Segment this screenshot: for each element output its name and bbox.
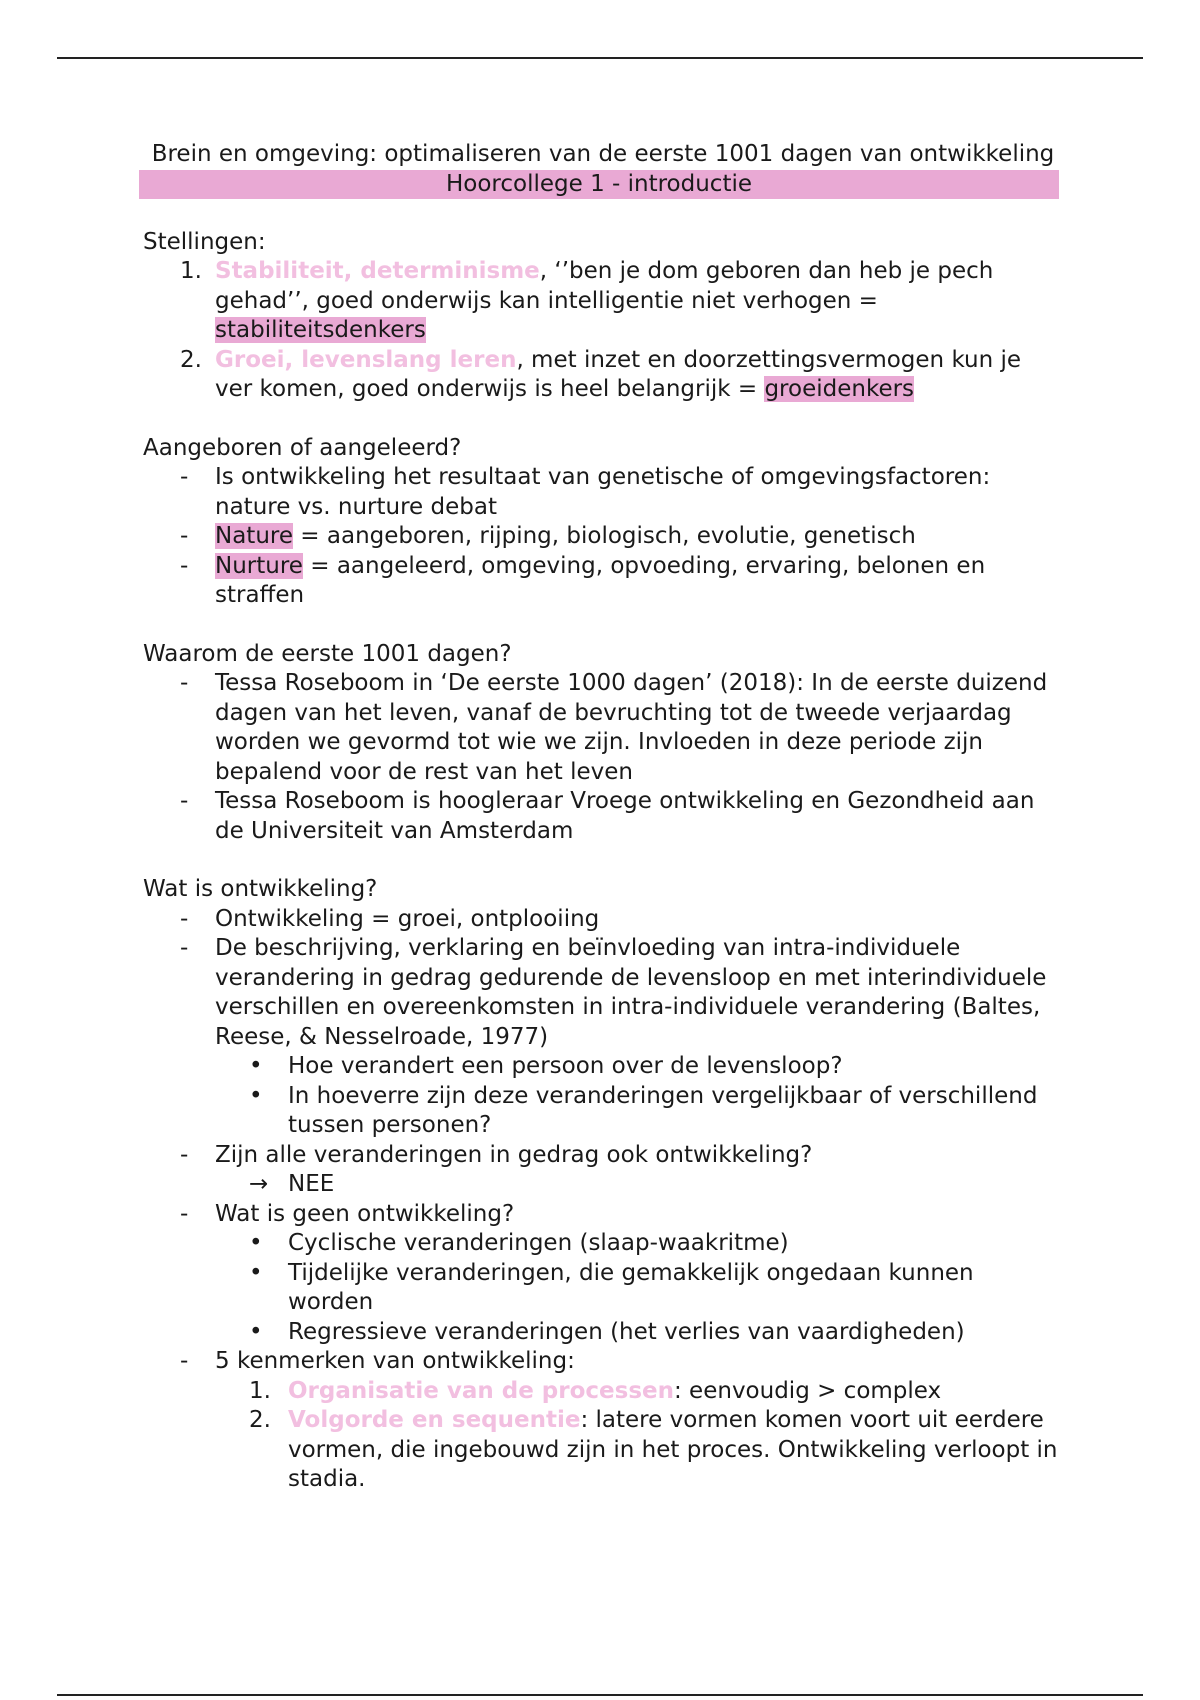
list-text: , met inzet en doorzettingsvermogen kun je ver komen, goed onderwijs is heel belangrijk = <box>215 346 1022 402</box>
section-waarom <box>143 640 1063 847</box>
dash-marker: - <box>180 788 189 814</box>
list-item <box>143 1229 1063 1259</box>
list-item <box>143 669 1063 787</box>
list-text: In hoeverre zijn deze veranderingen vergelijkbaar of verschillend tussen personen? <box>288 1082 1038 1138</box>
list-text: : latere vormen komen voort uit eerdere vormen, die ingebouwd zijn in het proces. Ontwikkeling verloopt in stadia. <box>288 1407 1058 1492</box>
list-item <box>143 934 1063 1052</box>
section-ontwikkeling <box>143 875 1063 1495</box>
list-number: 1. <box>249 1377 271 1404</box>
section-heading: Wat is ontwikkeling? <box>143 876 378 902</box>
list-item <box>143 522 1063 552</box>
highlighted-term: Nurture <box>215 552 303 579</box>
dash-marker: - <box>180 1200 189 1227</box>
top-rule <box>57 57 1143 59</box>
section-aangeboren <box>143 434 1063 611</box>
list-item <box>143 905 1063 935</box>
bullet-marker: • <box>249 1318 263 1345</box>
list-item <box>143 1200 1063 1230</box>
bullet-marker: • <box>249 1259 263 1286</box>
list-item <box>143 1052 1063 1082</box>
dash-marker: - <box>180 1348 189 1374</box>
section-heading: Stellingen: <box>143 228 266 255</box>
list-text: 5 kenmerken van ontwikkeling: <box>215 1348 575 1374</box>
list-text: Is ontwikkeling het resultaat van genetische of omgevingsfactoren: nature vs. nurture debat <box>215 464 991 520</box>
list-item <box>143 257 1063 346</box>
document-title: Brein en omgeving: optimaliseren van de eerste 1001 dagen van ontwikkeling <box>151 141 1055 167</box>
bullet-marker: • <box>249 1230 263 1256</box>
list-text: Tessa Roseboom is hoogleraar Vroege ontwikkeling en Gezondheid aan de Universiteit van Amsterdam <box>215 788 1035 844</box>
key-term: Stabiliteit, determinisme <box>215 258 540 284</box>
list-number: 2. <box>249 1407 271 1433</box>
bullet-marker: • <box>249 1053 263 1079</box>
list-number: 2. <box>180 346 202 373</box>
list-item <box>143 552 1063 611</box>
list-text: Zijn alle veranderingen in gedrag ook ontwikkeling? <box>215 1141 813 1168</box>
list-text: Ontwikkeling = groei, ontplooiing <box>215 905 600 932</box>
list-text: NEE <box>288 1171 335 1197</box>
list-item <box>143 1082 1063 1141</box>
section-heading: Waarom de eerste 1001 dagen? <box>143 640 512 667</box>
dash-marker: - <box>180 905 189 932</box>
dash-marker: - <box>180 523 189 549</box>
section-stellingen <box>143 228 1063 405</box>
section-heading: Aangeboren of aangeleerd? <box>143 434 462 461</box>
arrow-right-icon: → <box>249 1171 269 1197</box>
list-text: De beschrijving, verklaring en beïnvloeding van intra-individuele verandering in gedrag gedurende de levensloop en met interindividuele verschillen en overeenkomsten in intra-individuele verandering (Baltes, Reese, & Nesselroade, 1977) <box>215 935 1047 1050</box>
list-item <box>143 787 1063 846</box>
list-item <box>143 1318 1063 1348</box>
list-text: Hoe verandert een persoon over de levensloop? <box>288 1053 843 1079</box>
lecture-banner: Hoorcollege 1 - introductie <box>139 170 1059 199</box>
dash-marker: - <box>180 464 189 490</box>
key-term: Organisatie van de processen <box>288 1377 674 1404</box>
list-text: = aangeboren, rijping, biologisch, evolutie, genetisch <box>293 523 916 549</box>
list-text: : eenvoudig > complex <box>674 1377 942 1404</box>
document-page <box>143 140 1063 1495</box>
list-item <box>143 1406 1063 1495</box>
list-text: , ‘’ben je dom geboren dan heb je pech gehad’’, goed onderwijs kan intelligentie niet verhogen = <box>215 258 994 314</box>
bullet-marker: • <box>249 1082 263 1109</box>
list-item <box>143 1347 1063 1377</box>
list-text: Tessa Roseboom in ‘De eerste 1000 dagen’ (2018): In de eerste duizend dagen van het leven, vanaf de bevruchting tot de tweede verjaardag worden we gevormd tot wie we zijn. Invloeden in deze periode zijn bepalend voor de rest van het leven <box>215 670 1048 785</box>
list-item <box>143 346 1063 405</box>
list-item <box>143 1259 1063 1318</box>
list-item <box>143 1170 1063 1200</box>
list-item <box>143 1377 1063 1407</box>
list-text: Regressieve veranderingen (het verlies van vaardigheden) <box>288 1318 965 1345</box>
list-text: Tijdelijke veranderingen, die gemakkelijk ongedaan kunnen worden <box>288 1259 974 1315</box>
key-term: Volgorde en sequentie <box>288 1407 581 1433</box>
bottom-rule <box>57 1694 1143 1696</box>
dash-marker: - <box>180 935 189 961</box>
dash-marker: - <box>180 552 189 579</box>
list-number: 1. <box>180 258 202 284</box>
highlighted-term: Nature <box>215 523 293 549</box>
dash-marker: - <box>180 670 189 696</box>
list-item <box>143 463 1063 522</box>
highlighted-term: groeidenkers <box>764 376 915 402</box>
list-text: = aangeleerd, omgeving, opvoeding, ervaring, belonen en straffen <box>215 552 986 608</box>
list-text: Cyclische veranderingen (slaap-waakritme) <box>288 1230 789 1256</box>
highlighted-term: stabiliteitsdenkers <box>215 317 426 343</box>
list-item <box>143 1141 1063 1171</box>
dash-marker: - <box>180 1141 189 1168</box>
key-term: Groei, levenslang leren <box>215 346 517 373</box>
list-text: Wat is geen ontwikkeling? <box>215 1200 515 1227</box>
